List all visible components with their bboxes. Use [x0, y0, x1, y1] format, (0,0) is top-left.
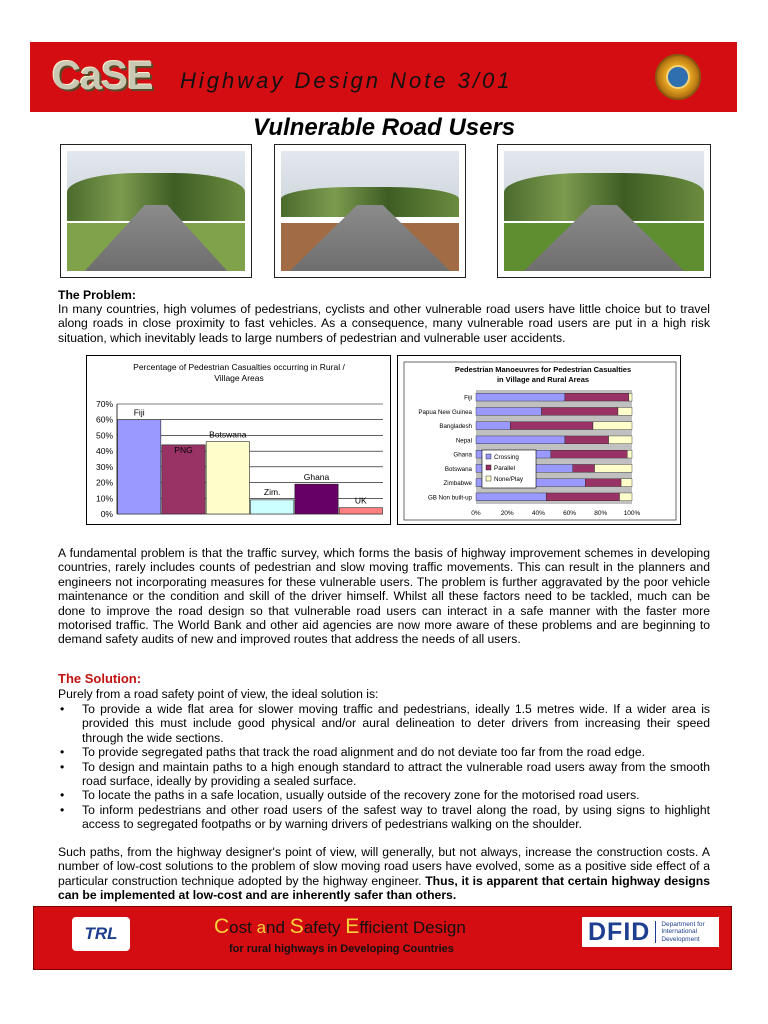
- chart2-xtick-label: 100%: [623, 510, 641, 517]
- chart2-xtick-label: 0%: [471, 510, 481, 517]
- list-item: • To design and maintain paths to a high enough standard to attract the vulnerable road users away from the smooth road surface, ideally by providing a sealed surface.: [58, 760, 710, 789]
- footer-title-e: E: [345, 915, 360, 938]
- chart2-category-label: Ghana: [453, 451, 472, 459]
- chart2-category-label: GB Non built-up: [427, 494, 472, 502]
- chart1-ytick-label: 20%: [95, 477, 113, 488]
- page-title: Vulnerable Road Users: [252, 114, 516, 141]
- chart2-bar-segment: [620, 493, 632, 501]
- footer-title-a: a: [256, 918, 267, 937]
- trl-logo: [72, 917, 130, 951]
- chart1-bar-label: Ghana: [303, 472, 330, 483]
- footer-title-part: nd: [266, 918, 290, 937]
- chart1-bar-label: Zim.: [263, 486, 281, 497]
- chart2-xtick-label: 60%: [563, 510, 577, 517]
- case-logo: CaSE: [52, 54, 153, 98]
- closing-bold-text: Thus, it is apparent that certain highway designs can be implemented at low-cost and are inherently safer than others.: [58, 873, 710, 903]
- chart2-category-label: Nepal: [455, 437, 472, 445]
- list-item: • To inform pedestrians and other road users of the safest way to travel along the road, by using signs to highlight access to segregated footpaths or by warning drivers of pedestrians walking on the shoulder.: [58, 803, 710, 832]
- rural-casualties-chart: [86, 355, 391, 525]
- pedestrian-manoeuvres-chart: [397, 355, 681, 525]
- chart1-bar: [295, 484, 338, 514]
- road-photo-1: [60, 144, 252, 278]
- footer-title-c: C: [214, 915, 230, 938]
- chart1-bar: [206, 442, 249, 514]
- chart2-bar-segment: [551, 450, 627, 458]
- chart2-legend-swatch: [486, 465, 491, 470]
- trl-logo-text: TRL: [84, 924, 118, 943]
- chart2-xtick-label: 80%: [594, 510, 608, 517]
- chart1-bar: [118, 420, 161, 514]
- chart2-legend-swatch: [486, 454, 491, 459]
- chart1-ytick-label: 10%: [95, 493, 113, 504]
- chart1-bar: [162, 445, 205, 514]
- chart2-bar-segment: [510, 422, 593, 430]
- chart2-legend-swatch: [486, 476, 491, 481]
- chart2-category-label: Papua New Guinea: [418, 408, 472, 416]
- pedestrian-manoeuvres-chart-svg: [398, 356, 682, 526]
- road-photo-3: [497, 144, 711, 278]
- chart2-legend-label: None/Play: [494, 476, 524, 483]
- chart2-bar-segment: [476, 422, 510, 430]
- chart2-bar-segment: [476, 493, 546, 501]
- chart1-ytick-label: 30%: [95, 461, 113, 472]
- solution-heading: The Solution:: [58, 671, 142, 686]
- chart1-ytick-label: 40%: [95, 446, 113, 457]
- chart2-legend-label: Crossing: [494, 454, 519, 461]
- footer-title-part: fficient Design: [359, 918, 466, 937]
- dfid-sub-line: International: [661, 928, 698, 936]
- chart2-category-label: Fiji: [464, 394, 472, 402]
- chart1-bar: [251, 500, 294, 514]
- chart1-title-line2: Village Areas: [214, 373, 264, 383]
- dfid-logo-subtext: [655, 921, 704, 944]
- chart2-bar-segment: [618, 407, 632, 415]
- rural-casualties-chart-svg: [87, 356, 392, 526]
- list-item: • To provide a wide flat area for slower moving traffic and pedestrians, ideally 1.5 metres wide. If a wider area is provided this must include good physical and/or aural delineation to deter drivers from increasing their speed through the wide sections.: [58, 702, 710, 745]
- chart2-bar-segment: [476, 436, 565, 444]
- chart2-title-line1: Pedestrian Manoeuvres for Pedestrian Casualties: [454, 365, 632, 374]
- chart1-ytick-label: 60%: [95, 414, 113, 425]
- chart1-bar-label: UK: [354, 495, 367, 506]
- chart2-xtick-label: 40%: [531, 510, 545, 517]
- chart1-bar: [339, 508, 382, 514]
- footer-title-s: S: [289, 915, 304, 938]
- solution-intro: Purely from a road safety point of view, the ideal solution is:: [58, 687, 379, 701]
- chart1-bar-label: Fiji: [133, 407, 145, 418]
- chart2-category-label: Bangladesh: [439, 423, 472, 431]
- chart2-category-label: Zimbabwe: [443, 480, 472, 488]
- dfid-sub-line: Development: [661, 935, 700, 943]
- chart1-bar-label: PNG: [174, 444, 193, 455]
- chart2-bar-segment: [573, 464, 595, 472]
- seal-emblem-icon: [655, 54, 701, 100]
- list-item: • To locate the paths in a safe location, usually outside of the recovery zone for the motorised road users.: [58, 788, 710, 802]
- footer-title-part: ost: [229, 918, 257, 937]
- chart2-bar-segment: [476, 407, 542, 415]
- chart2-bar-segment: [585, 479, 621, 487]
- dfid-sub-line: Department for: [661, 920, 705, 928]
- closing-paragraph: [58, 845, 710, 903]
- footer-subtitle: for rural highways in Developing Countries: [229, 943, 454, 955]
- chart1-bar-label: Botswana: [209, 429, 247, 440]
- closing-text: Such paths, from the highway designer's point of view, will generally, but not always, increase the construction costs. A number of low-cost solutions to the problem of slow moving road users have evolved, some as a positive side effect of a particular construction technique adopted by the highway engineer.: [58, 845, 710, 888]
- chart2-legend-label: Parallel: [494, 465, 515, 472]
- dfid-logo: [582, 917, 719, 947]
- chart2-bar-segment: [609, 436, 632, 444]
- problem-heading: The Problem:: [58, 288, 136, 302]
- list-item: • To provide segregated paths that track the road alignment and do not deviate too far from the road edge.: [58, 745, 710, 759]
- chart2-bar-segment: [565, 436, 609, 444]
- problem-paragraph-2: A fundamental problem is that the traffic survey, which forms the basis of highway improvement schemes in developing countries, rarely includes counts of pedestrian and slow moving traffic movements. This can result in the planners and engineers not incorporating measures for these vulnerable users. The problem is further aggravated by the poor vehicle maintenance or the condition and skill of the driver himself. Whilst all these factors need to be tackled, much can be done to improve the road design so that vulnerable road users can interact in a safe manner with the faster more motorised traffic. The World Bank and other aid agencies are now more aware of these problems and are beginning to demand safety audits of new and improved routes that address the needs of all users.: [58, 546, 710, 647]
- road-photo-2: [274, 144, 466, 278]
- chart2-xtick-label: 20%: [500, 510, 514, 517]
- chart2-bar-segment: [621, 479, 632, 487]
- chart2-bar-segment: [565, 393, 629, 401]
- chart2-title-line2: in Village and Rural Areas: [496, 375, 590, 384]
- chart2-bar-segment: [629, 393, 632, 401]
- chart1-ytick-label: 50%: [95, 430, 113, 441]
- chart2-bar-segment: [546, 493, 619, 501]
- footer-banner: [33, 906, 732, 970]
- footer-title-part: afety: [303, 918, 346, 937]
- dfid-logo-text: DFID: [588, 917, 651, 946]
- chart1-ytick-label: 70%: [95, 399, 113, 409]
- header-banner: [30, 42, 737, 112]
- solution-list: [58, 702, 710, 832]
- chart1-ytick-label: 0%: [100, 509, 113, 519]
- note-title: Highway Design Note 3/01: [180, 68, 513, 93]
- chart2-bar-segment: [542, 407, 618, 415]
- chart1-title-line1: Percentage of Pedestrian Casualties occurring in Rural /: [133, 362, 345, 372]
- chart2-bar-segment: [627, 450, 632, 458]
- chart2-bar-segment: [476, 393, 565, 401]
- chart2-bar-segment: [595, 464, 632, 472]
- footer-title: [214, 915, 466, 939]
- chart2-category-label: Botswana: [444, 465, 472, 473]
- chart2-bar-segment: [593, 422, 632, 430]
- problem-paragraph: In many countries, high volumes of pedestrians, cyclists and other vulnerable road users have little choice but to travel along roads in close proximity to fast vehicles. As a consequence, many vulnerable road users are put in a high risk situation, which inevitably leads to large numbers of pedestrian and vulnerable user accidents.: [58, 302, 710, 345]
